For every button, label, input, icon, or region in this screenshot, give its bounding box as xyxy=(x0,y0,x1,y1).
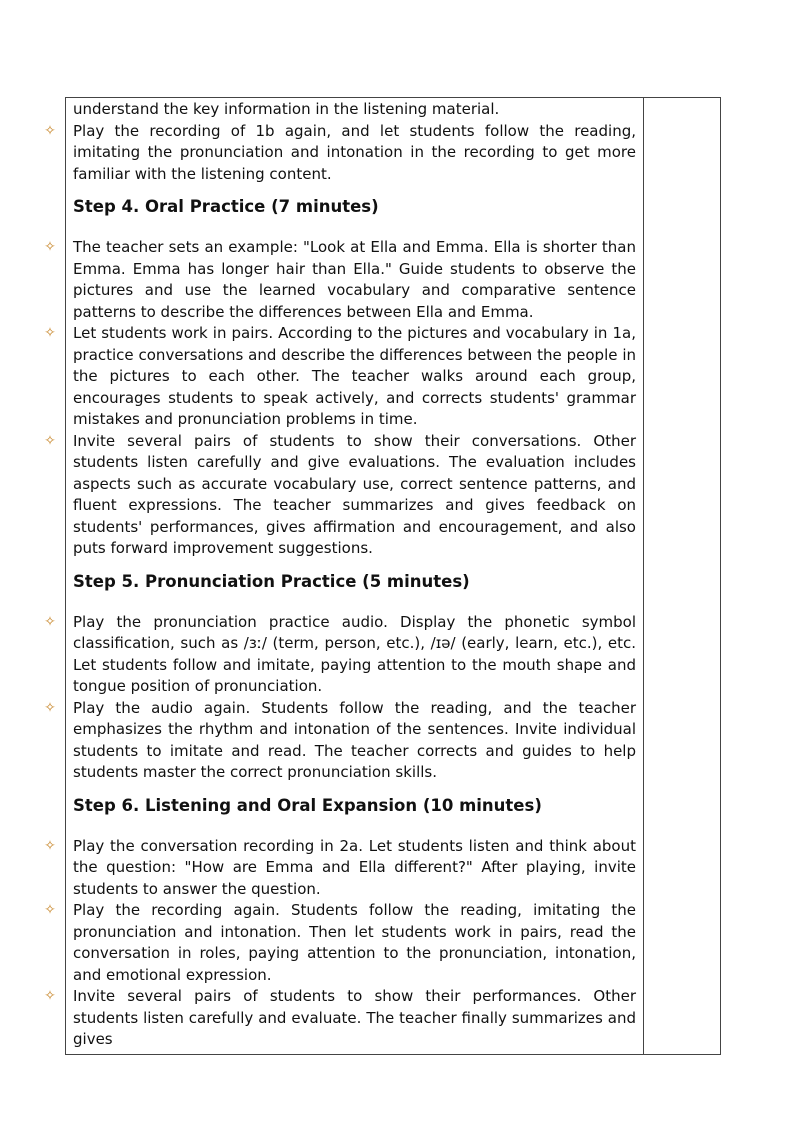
star-bullet-icon: ✧ xyxy=(44,988,56,1004)
step-5-title: Step 5. Pronunciation Practice (5 minutes) xyxy=(73,571,470,591)
step-4-title: Step 4. Oral Practice (7 minutes) xyxy=(73,197,379,216)
list-item: ✧ Play the audio again. Students follow the reading, and the teacher emphasizes the rhythm and intonation of the sentences. Invite individual students to imitate and read. The teacher corrects and guides to help students master the correct pronunciation skills. xyxy=(73,698,636,784)
star-bullet-icon: ✧ xyxy=(44,122,56,139)
list-item: ✧ Play the conversation recording in 2a. Let students listen and think about the question: "How are Emma and Ella different?" After playing, invite students to answer the question. xyxy=(73,836,636,901)
table-column-divider xyxy=(643,97,644,1055)
star-bullet-icon: ✧ xyxy=(44,239,56,255)
star-bullet-icon: ✧ xyxy=(44,325,56,341)
star-bullet-icon: ✧ xyxy=(44,902,56,918)
star-bullet-icon: ✧ xyxy=(44,432,56,449)
star-bullet-icon: ✧ xyxy=(44,613,56,630)
list-item: ✧ Play the recording again. Students follow the reading, imitating the pronunciation and intonation. Then let students work in pairs, read the conversation in roles, paying attention to the pronunciation, intonation, and emotional expression. xyxy=(73,900,636,986)
list-item: ✧ The teacher sets an example: "Look at Ella and Emma. Ella is shorter than Emma. Emma has longer hair than Ella." Guide students to observe the pictures and use the learned vocabulary and comparative sentence patterns to describe the differences between Ella and Emma. xyxy=(73,237,636,323)
list-item: ✧ Play the recording of 1b again, and let students follow the reading, imitating the pronunciation and intonation in the recording to get more familiar with the listening content. xyxy=(73,121,636,186)
list-item: ✧ Invite several pairs of students to show their conversations. Other students listen carefully and give evaluations. The evaluation includes aspects such as accurate vocabulary use, correct sentence patterns, and fluent expressions. The teacher summarizes and gives feedback on students' performances, gives affirmation and encouragement, and also puts forward improvement suggestions. xyxy=(73,431,636,560)
list-item: ✧ Let students work in pairs. According to the pictures and vocabulary in 1a, practice conversations and describe the differences between the people in the pictures to each other. The teacher walks around each group, encourages students to speak actively, and corrects students' grammar mistakes and pronunciation problems in time. xyxy=(73,323,636,431)
list-item: ✧ Invite several pairs of students to show their performances. Other students listen carefully and evaluate. The teacher finally summarizes and gives xyxy=(73,986,636,1051)
star-bullet-icon: ✧ xyxy=(44,837,56,854)
intro-continuation: understand the key information in the listening material. xyxy=(73,100,500,118)
step-6-title: Step 6. Listening and Oral Expansion (10 minutes) xyxy=(73,795,542,815)
lesson-content-cell xyxy=(44,99,636,1051)
list-item: ✧ Play the pronunciation practice audio. Display the phonetic symbol classification, such as /ɜː/ (term, person, etc.), /ɪə/ (early, learn, etc.), etc. Let students follow and imitate, paying attention to the mouth shape and tongue position of pronunciation. xyxy=(73,612,636,698)
star-bullet-icon: ✧ xyxy=(44,699,56,716)
